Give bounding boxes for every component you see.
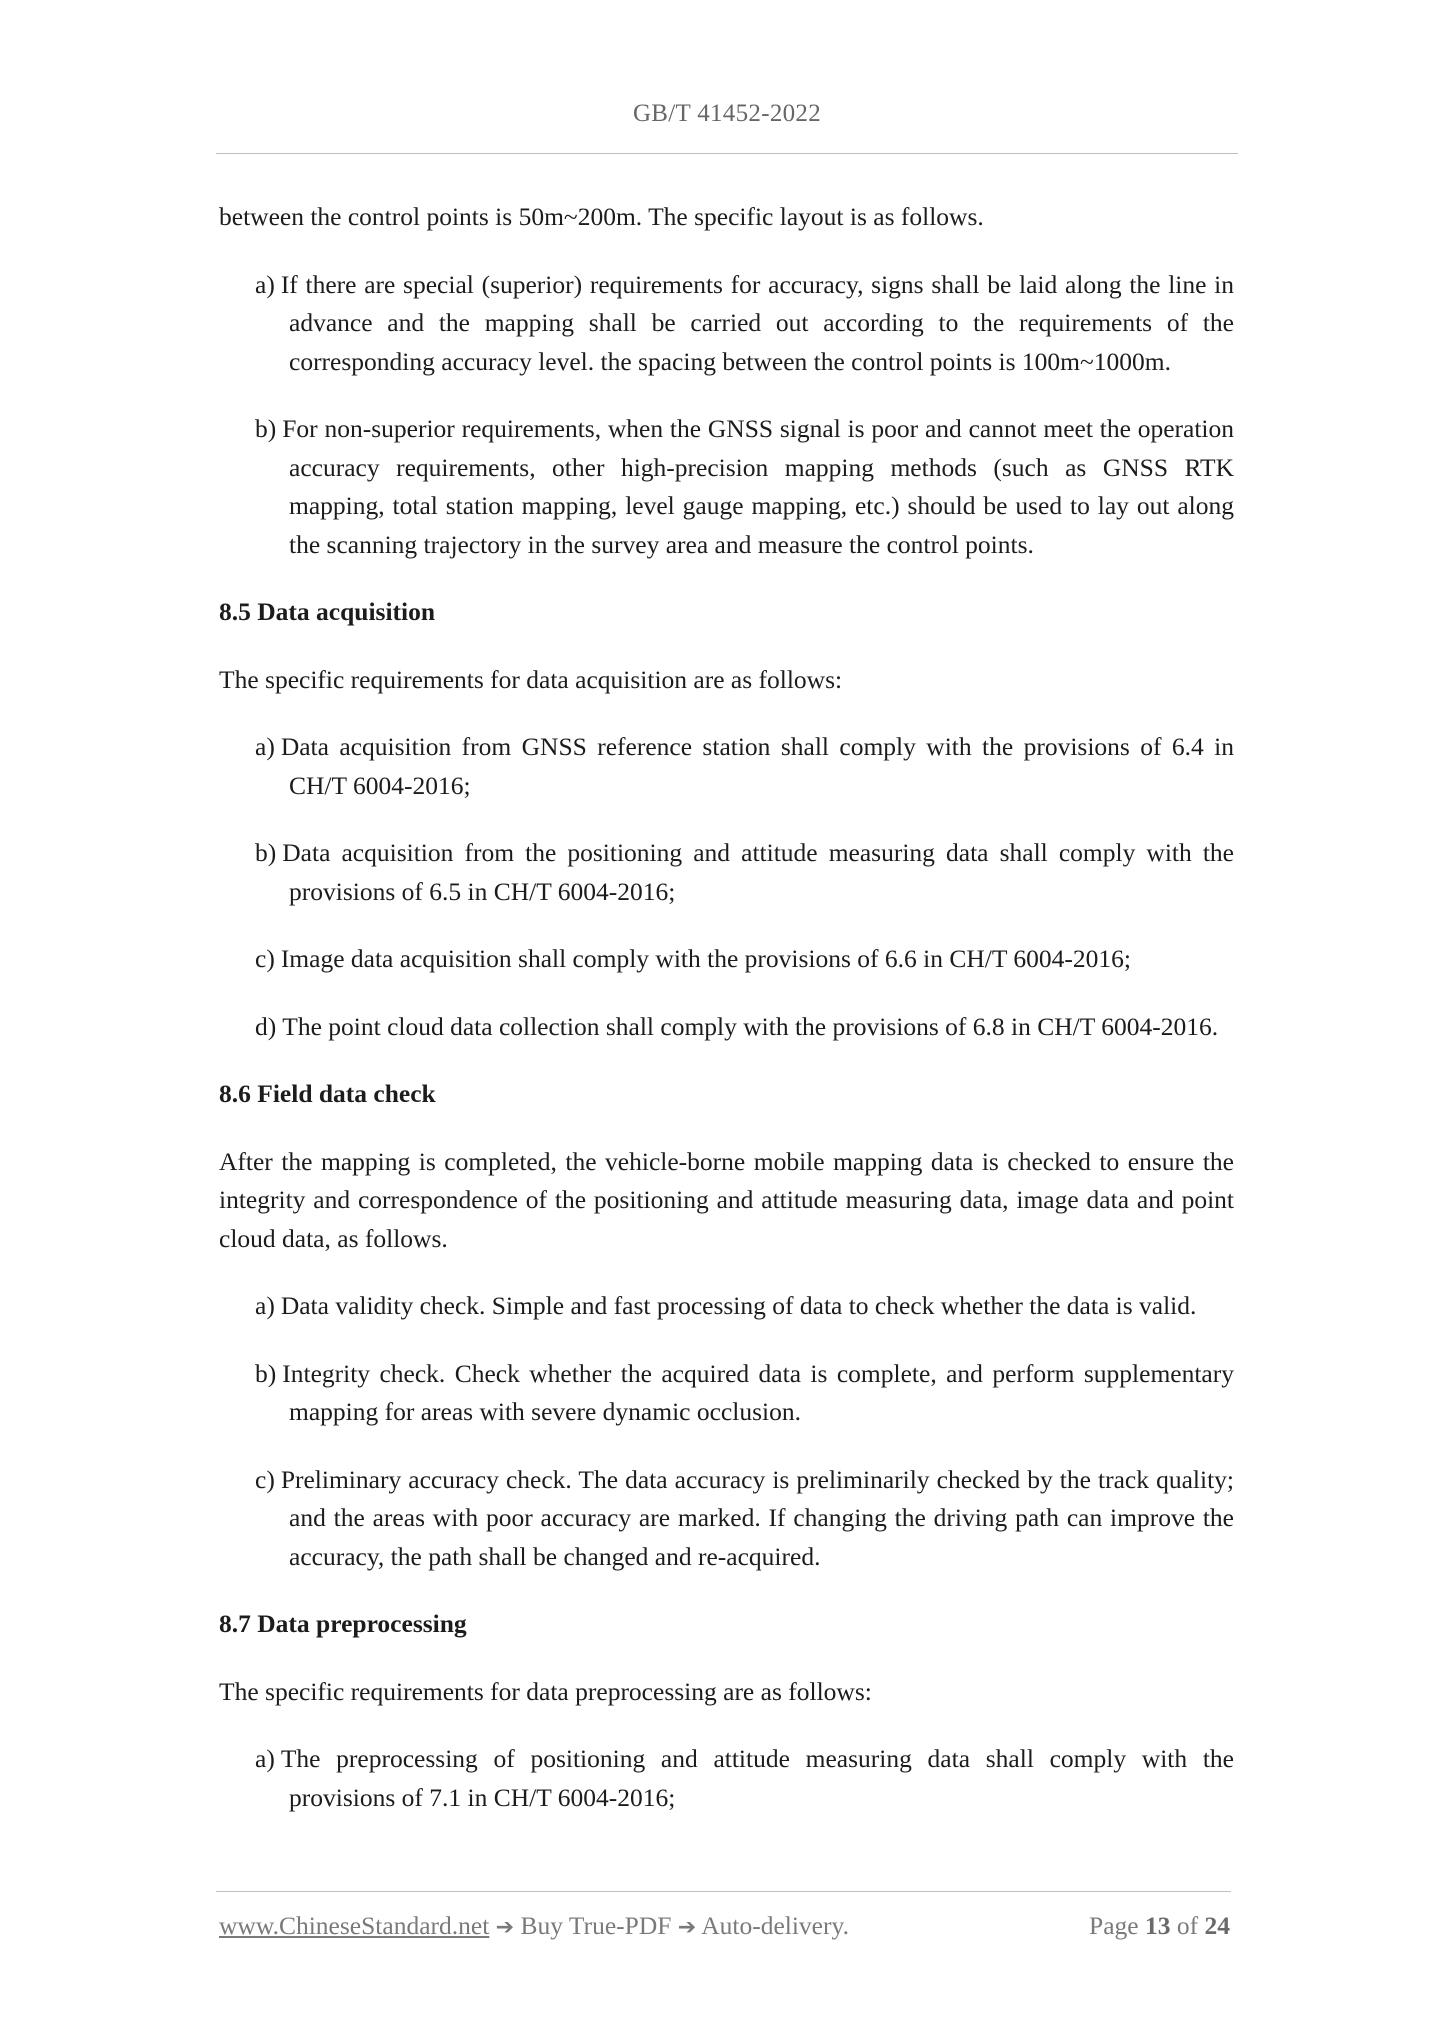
list-item-text: The preprocessing of positioning and attitude measuring data shall comply with the provisions of 7.1 in CH/T 6004-2016;	[280, 1744, 1234, 1812]
list-item	[255, 410, 1234, 564]
section-heading: 8.5 Data acquisition	[219, 597, 436, 626]
arrow-right-icon: ➔	[677, 1915, 697, 1940]
of-label: of	[1176, 1911, 1199, 1940]
list-item-text: Preliminary accuracy check. The data accuracy is preliminarily checked by the track quality; and the areas with poor accuracy are marked. If changing the driving path can improve the accuracy, the path shall be changed and re-acquired.	[280, 1464, 1234, 1571]
list-item-text: Integrity check. Check whether the acquired data is complete, and perform supplementary mapping for areas with severe dynamic occlusion.	[282, 1358, 1234, 1426]
list-item-text: Data validity check. Simple and fast processing of data to check whether the data is valid.	[280, 1291, 1197, 1320]
page-current: 13	[1145, 1911, 1171, 1940]
list-item	[255, 266, 1234, 382]
delivery-text: Auto-delivery.	[701, 1911, 849, 1940]
list-item	[255, 1008, 1234, 1047]
list-marker: a)	[255, 732, 275, 761]
list-item-text: If there are special (superior) requirements for accuracy, signs shall be laid along the line in advance and the mapping shall be carried out according to the requirements of the corresponding accuracy level. the spacing between the control points is 100m~1000m.	[280, 269, 1234, 376]
list-marker: a)	[255, 1744, 275, 1773]
list-item	[255, 1740, 1234, 1817]
list-item	[255, 1355, 1234, 1432]
section-intro: The specific requirements for data acquisition are as follows:	[219, 664, 843, 694]
list-marker: c)	[255, 1464, 275, 1494]
section-intro: After the mapping is completed, the vehicle-borne mobile mapping data is checked to ensure the integrity and correspondence of the positioning and attitude measuring data, image data and point cloud data, as follows.	[219, 1146, 1234, 1253]
list-item-text: Image data acquisition shall comply with the provisions of 6.6 in CH/T 6004-2016;	[280, 944, 1131, 973]
list-item	[255, 728, 1234, 805]
section-heading: 8.7 Data preprocessing	[219, 1609, 467, 1638]
list-item-text: The point cloud data collection shall comply with the provisions of 6.8 in CH/T 6004-2016.	[282, 1011, 1219, 1041]
list-item-text: For non-superior requirements, when the GNSS signal is poor and cannot meet the operation accuracy requirements, other high-precision mapping methods (such as GNSS RTK mapping, total station mapping, level gauge mapping, etc.) should be used to lay out along the scanning trajectory in the survey area and measure the control points.	[282, 414, 1234, 559]
section-heading: 8.6 Field data check	[219, 1079, 436, 1108]
list-marker: c)	[255, 944, 275, 973]
list-marker: a)	[255, 1291, 275, 1320]
list-marker: d)	[255, 1011, 277, 1041]
list-item	[255, 1287, 1234, 1326]
list-item	[255, 834, 1234, 911]
buy-text: Buy True-PDF	[520, 1911, 672, 1940]
site-link[interactable]: www.ChineseStandard.net	[219, 1911, 490, 1940]
list-item	[255, 1461, 1234, 1577]
list-marker: b)	[255, 1358, 277, 1388]
list-marker: a)	[255, 269, 275, 299]
footer-divider	[216, 1891, 1231, 1892]
document-header: GB/T 41452-2022	[632, 100, 822, 127]
list-marker: b)	[255, 414, 277, 443]
list-marker: b)	[255, 838, 277, 867]
arrow-right-icon: ➔	[495, 1915, 515, 1940]
page-label: Page	[1089, 1911, 1139, 1940]
list-item	[255, 940, 1234, 979]
list-item-text: Data acquisition from GNSS reference station shall comply with the provisions of 6.4 in CH/T 6004-2016;	[280, 732, 1234, 800]
footer-promo	[219, 1911, 849, 1941]
list-item-text: Data acquisition from the positioning and attitude measuring data shall comply with the provisions of 6.5 in CH/T 6004-2016;	[282, 838, 1234, 906]
page-indicator	[1089, 1911, 1230, 1941]
document-body	[219, 198, 1234, 1846]
intro-paragraph: between the control points is 50m~200m. The specific layout is as follows.	[219, 202, 984, 231]
header-divider	[216, 153, 1238, 154]
section-intro: The specific requirements for data preprocessing are as follows:	[219, 1676, 872, 1706]
page-total: 24	[1204, 1911, 1230, 1940]
